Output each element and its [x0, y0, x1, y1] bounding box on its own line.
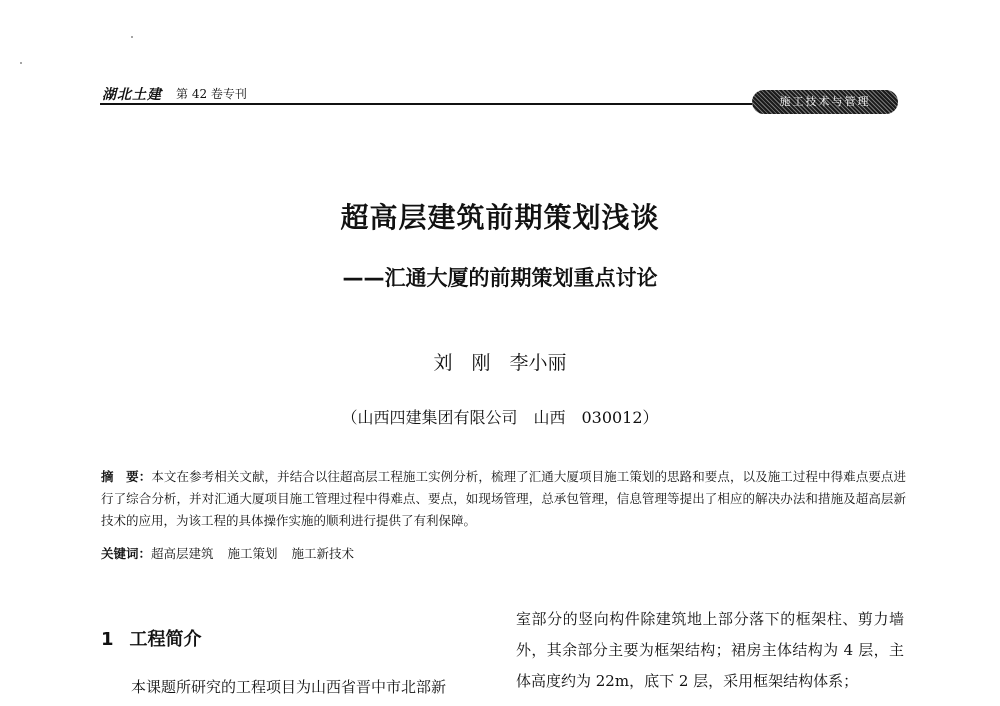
scan-speck	[131, 36, 133, 38]
keywords	[101, 544, 368, 564]
keywords-label: 关键词：	[101, 546, 152, 561]
volume-label: 第 42 卷专刊	[176, 87, 247, 101]
affiliation: （山西四建集团有限公司 山西 030012）	[341, 408, 659, 427]
abstract-text: 本文在参考相关文献，并结合以往超高层工程施工实例分析，梳理了汇通大厦项目施工策划的思路和要点，以及施工过程中得难点要点进行了综合分析，并对汇通大厦项目施工管理过程中得难点、要点，如现场管理，总承包管理，信息管理等提出了相应的解决办法和措施及超高层新技术的应用，为该工程的具体操作实施的顺利进行提供了有利保障。	[101, 469, 906, 528]
column-badge: 施工技术与管理	[752, 90, 898, 114]
journal-name: 湖北土建	[102, 87, 162, 103]
body-right-column: 室部分的竖向构件除建筑地上部分落下的框架柱、剪力墙外，其余部分主要为框架结构；裙房主体结构为 4 层，主体高度约为 22m，底下 2 层，采用框架结构体系；	[516, 610, 904, 690]
section-heading	[101, 625, 202, 651]
scan-speck	[20, 62, 22, 64]
keyword: 施工新技术	[291, 546, 355, 561]
sub-title: ——汇通大厦的前期策划重点讨论	[342, 266, 658, 290]
abstract	[101, 466, 906, 532]
main-title: 超高层建筑前期策划浅谈	[340, 201, 660, 234]
body-left-column: 本课题所研究的工程项目为山西省晋中市北部新	[131, 678, 447, 696]
section-title: 工程简介	[129, 629, 202, 650]
authors: 刘 刚 李小丽	[433, 352, 567, 374]
keyword: 施工策划	[227, 546, 278, 561]
header-rule	[100, 103, 752, 105]
abstract-label: 摘 要：	[101, 469, 152, 484]
keyword: 超高层建筑	[151, 546, 214, 561]
section-number: 1	[101, 629, 114, 650]
